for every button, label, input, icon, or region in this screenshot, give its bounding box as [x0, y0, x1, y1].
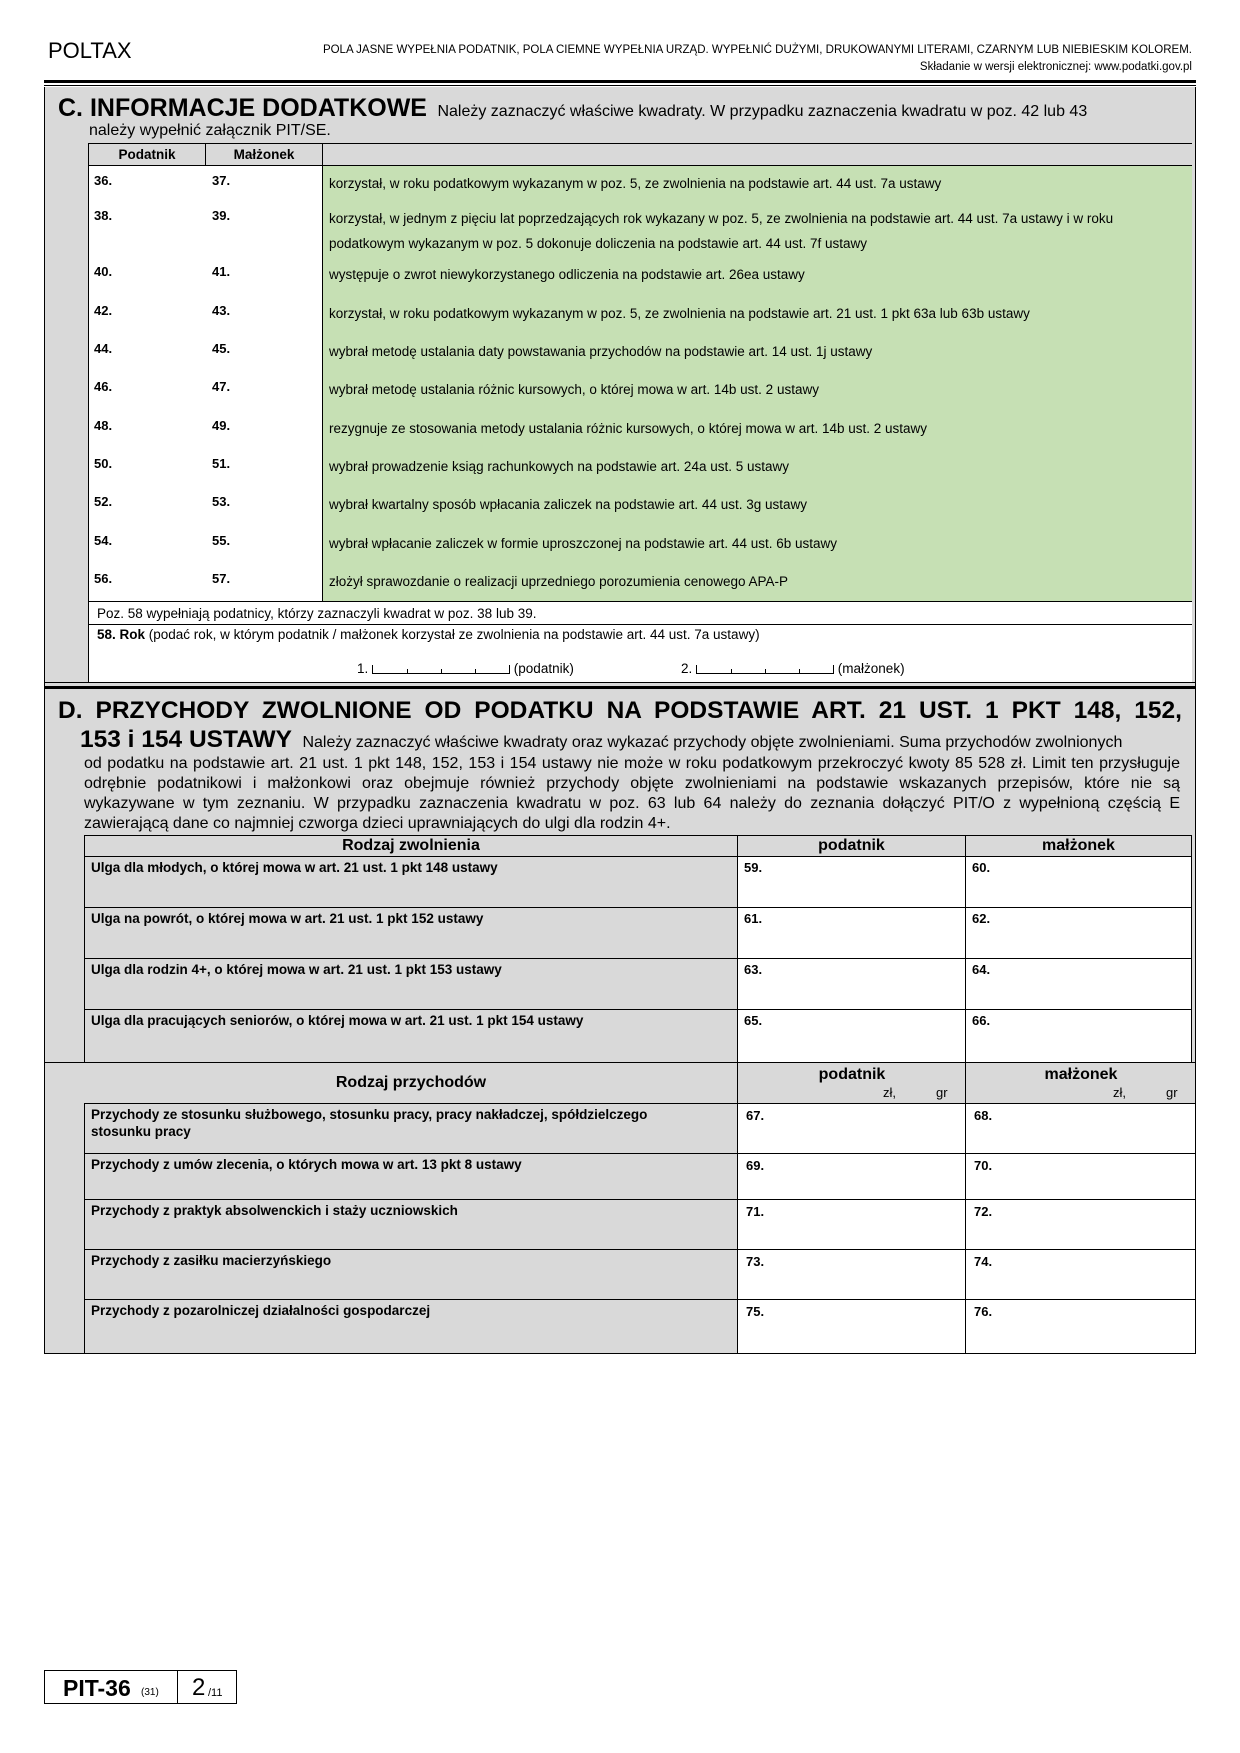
year-taxpayer-label: (podatnik) — [513, 661, 574, 676]
col-header-spouse: Małżonek — [205, 143, 323, 166]
page-count: /11 — [208, 1687, 223, 1699]
checkbox-taxpayer[interactable]: 36. — [94, 173, 113, 188]
field-number: 70. — [974, 1158, 993, 1173]
field-number: 59. — [744, 860, 763, 875]
checkbox-spouse[interactable]: 47. — [212, 379, 231, 394]
field-number: 75. — [746, 1304, 765, 1319]
checkbox-column — [88, 166, 323, 601]
year-taxpayer-num: 1. — [357, 661, 369, 676]
checkbox-taxpayer[interactable]: 46. — [94, 379, 113, 394]
income-taxpayer-field[interactable] — [737, 1249, 966, 1299]
field-number: 76. — [974, 1304, 993, 1319]
income-spouse-field[interactable] — [965, 1249, 1196, 1299]
exemption-taxpayer-field[interactable] — [737, 1010, 966, 1065]
col-header-taxpayer: Podatnik — [88, 143, 206, 166]
exemption-label: Ulga dla rodzin 4+, o której mowa w art. 21 ust. 1 pkt 153 ustawy — [91, 962, 502, 977]
checkbox-spouse[interactable]: 53. — [212, 494, 231, 509]
income-label-cell — [84, 1299, 738, 1353]
top-rule-thin — [44, 85, 1196, 86]
checkbox-taxpayer[interactable]: 52. — [94, 494, 113, 509]
checkbox-spouse[interactable]: 55. — [212, 533, 231, 548]
field-number: 62. — [972, 911, 991, 926]
year-taxpayer-boxes[interactable] — [372, 665, 510, 674]
income-taxpayer-field[interactable] — [737, 1103, 966, 1153]
field-number: 74. — [974, 1254, 993, 1269]
checkbox-spouse[interactable]: 41. — [212, 264, 231, 279]
poz58-note: Poz. 58 wypełniają podatnicy, którzy zaznaczyli kwadrat w poz. 38 lub 39. — [97, 606, 537, 621]
section-d-note-5: zawierającą dane co najmniej czworga dzieci uprawniających do ulgi dla rodzin 4+. — [84, 815, 671, 832]
page-number: 2 — [192, 1674, 206, 1701]
statement-text: rezygnuje ze stosowania metody ustalania różnic kursowych, o której mowa w art. 14b ust. 2 ustawy — [329, 421, 928, 436]
statement-text-cont: podatkowym wykazanym w poz. 5 dokonuje doliczenia na podstawie art. 44 ust. 7f ustawy — [329, 236, 868, 251]
checkbox-spouse[interactable]: 43. — [212, 303, 231, 318]
checkbox-taxpayer[interactable]: 38. — [94, 208, 113, 223]
section-d-note-1: Należy zaznaczyć właściwe kwadraty oraz wykazać przychody objęte zwolnieniami. Suma przychodów zwolnionych — [302, 734, 1123, 751]
t2-header-spouse-cell — [965, 1063, 1196, 1103]
section-d-title-2: 153 i 154 USTAWY — [80, 726, 292, 753]
exemption-label-cell — [84, 908, 738, 959]
year-spouse-label: (małżonek) — [837, 661, 905, 676]
income-label-cell — [84, 1249, 738, 1299]
checkbox-taxpayer[interactable]: 50. — [94, 456, 113, 471]
income-label: Przychody z praktyk absolwenckich i staży uczniowskich — [91, 1203, 458, 1218]
income-label-cell — [84, 1153, 738, 1199]
checkbox-taxpayer[interactable]: 54. — [94, 533, 113, 548]
checkbox-taxpayer[interactable]: 48. — [94, 418, 113, 433]
poz58-note-row — [88, 601, 1192, 625]
income-label: Przychody z pozarolniczej działalności gospodarczej — [91, 1303, 431, 1318]
field-number: 72. — [974, 1204, 993, 1219]
t2-taxpayer-gr: gr — [936, 1085, 948, 1100]
income-label-cont: stosunku pracy — [91, 1124, 191, 1139]
field-number: 69. — [746, 1158, 765, 1173]
statement-text: wybrał kwartalny sposób wpłacania zaliczek na podstawie art. 44 ust. 3g ustawy — [329, 497, 807, 512]
section-c-note-2: należy wypełnić załącznik PIT/SE. — [89, 122, 331, 139]
checkbox-spouse[interactable]: 51. — [212, 456, 231, 471]
year-taxpayer-field[interactable] — [357, 661, 574, 676]
income-label: Przychody z zasiłku macierzyńskiego — [91, 1253, 332, 1268]
section-c-heading — [58, 94, 1188, 123]
top-rule — [44, 80, 1196, 83]
field-number: 73. — [746, 1254, 765, 1269]
checkbox-taxpayer[interactable]: 44. — [94, 341, 113, 356]
field-number: 65. — [744, 1013, 763, 1028]
exemption-spouse-field[interactable] — [965, 959, 1192, 1010]
section-d-title-1: D. PRZYCHODY ZWOLNIONE OD PODATKU NA PODSTAWIE ART. 21 UST. 1 PKT 148, 152, — [58, 697, 1182, 724]
income-spouse-field[interactable] — [965, 1299, 1196, 1353]
income-label-cell — [84, 1103, 738, 1153]
income-taxpayer-field[interactable] — [737, 1199, 966, 1249]
field-number: 60. — [972, 860, 991, 875]
checkbox-taxpayer[interactable]: 42. — [94, 303, 113, 318]
t2-spouse-zl: zł, — [1113, 1085, 1126, 1100]
electronic-filing-note: Składanie w wersji elektronicznej: www.podatki.gov.pl — [919, 61, 1192, 73]
checkbox-taxpayer[interactable]: 40. — [94, 264, 113, 279]
section-c-title: C. INFORMACJE DODATKOWE — [58, 94, 427, 122]
income-spouse-field[interactable] — [965, 1153, 1196, 1199]
statement-text: wybrał prowadzenie ksiąg rachunkowych na podstawie art. 24a ust. 5 ustawy — [329, 459, 789, 474]
statement-text: korzystał, w jednym z pięciu lat poprzedzających rok wykazany w poz. 5, ze zwolnienia na podstawie art. 44 ust. 7a ustawy i w roku — [329, 211, 1114, 226]
exemption-taxpayer-field[interactable] — [737, 857, 966, 908]
form-id: PIT-36 — [63, 1675, 131, 1701]
t2-spouse-gr: gr — [1166, 1085, 1178, 1100]
t1-header-type: Rodzaj zwolnienia — [84, 835, 738, 857]
brand-logo: POLTAX — [48, 38, 132, 63]
field-number: 61. — [744, 911, 763, 926]
checkbox-taxpayer[interactable]: 56. — [94, 571, 113, 586]
income-taxpayer-field[interactable] — [737, 1153, 966, 1199]
section-d-note-4: wykazywane w tym zeznaniu. W przypadku zaznaczenia kwadratu w poz. 63 lub 64 należy do zeznania dołączyć PIT/O z wypełnioną częścią E — [84, 795, 1180, 812]
exemption-label: Ulga dla pracujących seniorów, o której mowa w art. 21 ust. 1 pkt 154 ustawy — [91, 1013, 584, 1028]
form-version: (31) — [141, 1687, 159, 1698]
income-spouse-field[interactable] — [965, 1199, 1196, 1249]
t2-header-spouse: małżonek — [1044, 1066, 1118, 1083]
income-label-cell — [84, 1199, 738, 1249]
t2-header-type: Rodzaj przychodów — [335, 1074, 487, 1091]
form-id-box — [44, 1670, 178, 1704]
exemption-label-cell — [84, 1010, 738, 1065]
income-spouse-field[interactable] — [965, 1103, 1196, 1153]
statement-text: wybrał metodę ustalania różnic kursowych, o której mowa w art. 14b ust. 2 ustawy — [329, 382, 819, 397]
checkbox-spouse[interactable]: 39. — [212, 208, 231, 223]
field-number: 67. — [746, 1108, 765, 1123]
field-number: 64. — [972, 962, 991, 977]
field-number: 71. — [746, 1204, 765, 1219]
exemption-taxpayer-field[interactable] — [737, 908, 966, 959]
exemption-label-cell — [84, 959, 738, 1010]
checkbox-spouse[interactable]: 37. — [212, 173, 231, 188]
section-c-bottom-rule — [44, 682, 1196, 683]
year-spouse-field[interactable] — [681, 661, 905, 676]
checkbox-spouse[interactable]: 57. — [212, 571, 231, 586]
field-number: 63. — [744, 962, 763, 977]
statement-text: złożył sprawozdanie o realizacji uprzedniego porozumienia cenowego APA-P — [329, 574, 789, 589]
section-c-note-1: Należy zaznaczyć właściwe kwadraty. W przypadku zaznaczenia kwadratu w poz. 42 lub 43 — [437, 103, 1088, 120]
fill-instruction: POLA JASNE WYPEŁNIA PODATNIK, POLA CIEMNE WYPEŁNIA URZĄD. WYPEŁNIĆ DUŻYMI, DRUKOWANYMI LITERAMI, CZARNYM LUB NIEBIESKIM KOLOREM. — [322, 44, 1192, 56]
section-d-note-2: od podatku na podstawie art. 21 ust. 1 pkt 148, 152, 153 i 154 ustawy nie może w roku podatkowym przekroczyć kwoty 85 528 zł. Limit ten przysługuje — [84, 755, 1180, 772]
field-number: 68. — [974, 1108, 993, 1123]
t2-header-taxpayer-cell — [737, 1063, 966, 1103]
t1-header-taxpayer: podatnik — [737, 835, 966, 857]
exemption-spouse-field[interactable] — [965, 1010, 1192, 1065]
t2-header-taxpayer: podatnik — [818, 1066, 886, 1083]
t2-taxpayer-zl: zł, — [883, 1085, 896, 1100]
exemption-label-cell — [84, 857, 738, 908]
income-label: Przychody ze stosunku służbowego, stosunku pracy, pracy nakładczej, spółdzielczego — [91, 1107, 648, 1122]
col-header-blank — [322, 143, 1192, 166]
poz58-desc: (podać rok, w którym podatnik / małżonek korzystał ze zwolnienia na podstawie art. 44 ust. 7a ustawy) — [145, 627, 760, 642]
exemption-taxpayer-field[interactable] — [737, 959, 966, 1010]
section-d-title-row-2 — [80, 726, 1180, 754]
statement-text: korzystał, w roku podatkowym wykazanym w poz. 5, ze zwolnienia na podstawie art. 21 ust. 1 pkt 63a lub 63b ustawy — [329, 306, 1030, 321]
statement-text: wybrał wpłacanie zaliczek w formie uproszczonej na podstawie art. 44 ust. 6b ustawy — [329, 536, 837, 551]
statement-text: wybrał metodę ustalania daty powstawania przychodów na podstawie art. 14 ust. 1j ustawy — [329, 344, 873, 359]
poz58-label: 58. Rok — [97, 627, 146, 642]
t1-header-spouse: małżonek — [965, 835, 1192, 857]
exemption-label: Ulga dla młodych, o której mowa w art. 21 ust. 1 pkt 148 ustawy — [91, 860, 498, 875]
year-spouse-boxes[interactable] — [696, 665, 834, 674]
income-taxpayer-field[interactable] — [737, 1299, 966, 1353]
checkbox-spouse[interactable]: 45. — [212, 341, 231, 356]
checkbox-spouse[interactable]: 49. — [212, 418, 231, 433]
page-number-box — [177, 1670, 237, 1704]
income-label: Przychody z umów zlecenia, o których mowa w art. 13 pkt 8 ustawy — [91, 1157, 522, 1172]
statement-text: korzystał, w roku podatkowym wykazanym w poz. 5, ze zwolnienia na podstawie art. 44 ust. 7a ustawy — [329, 176, 942, 191]
poz58-field[interactable] — [88, 625, 1192, 682]
year-spouse-num: 2. — [681, 661, 693, 676]
section-d-note-3: odrębnie podatnikowi i małżonkowi oraz obejmuje również przychody objęte zwolnieniami na podstawie wskazanych przepisów, które nie są — [84, 775, 1180, 792]
exemption-spouse-field[interactable] — [965, 857, 1192, 908]
exemption-spouse-field[interactable] — [965, 908, 1192, 959]
field-number: 66. — [972, 1013, 991, 1028]
exemption-label: Ulga na powrót, o której mowa w art. 21 ust. 1 pkt 152 ustawy — [91, 911, 484, 926]
statement-text: występuje o zwrot niewykorzystanego odliczenia na podstawie art. 26ea ustawy — [329, 267, 805, 282]
